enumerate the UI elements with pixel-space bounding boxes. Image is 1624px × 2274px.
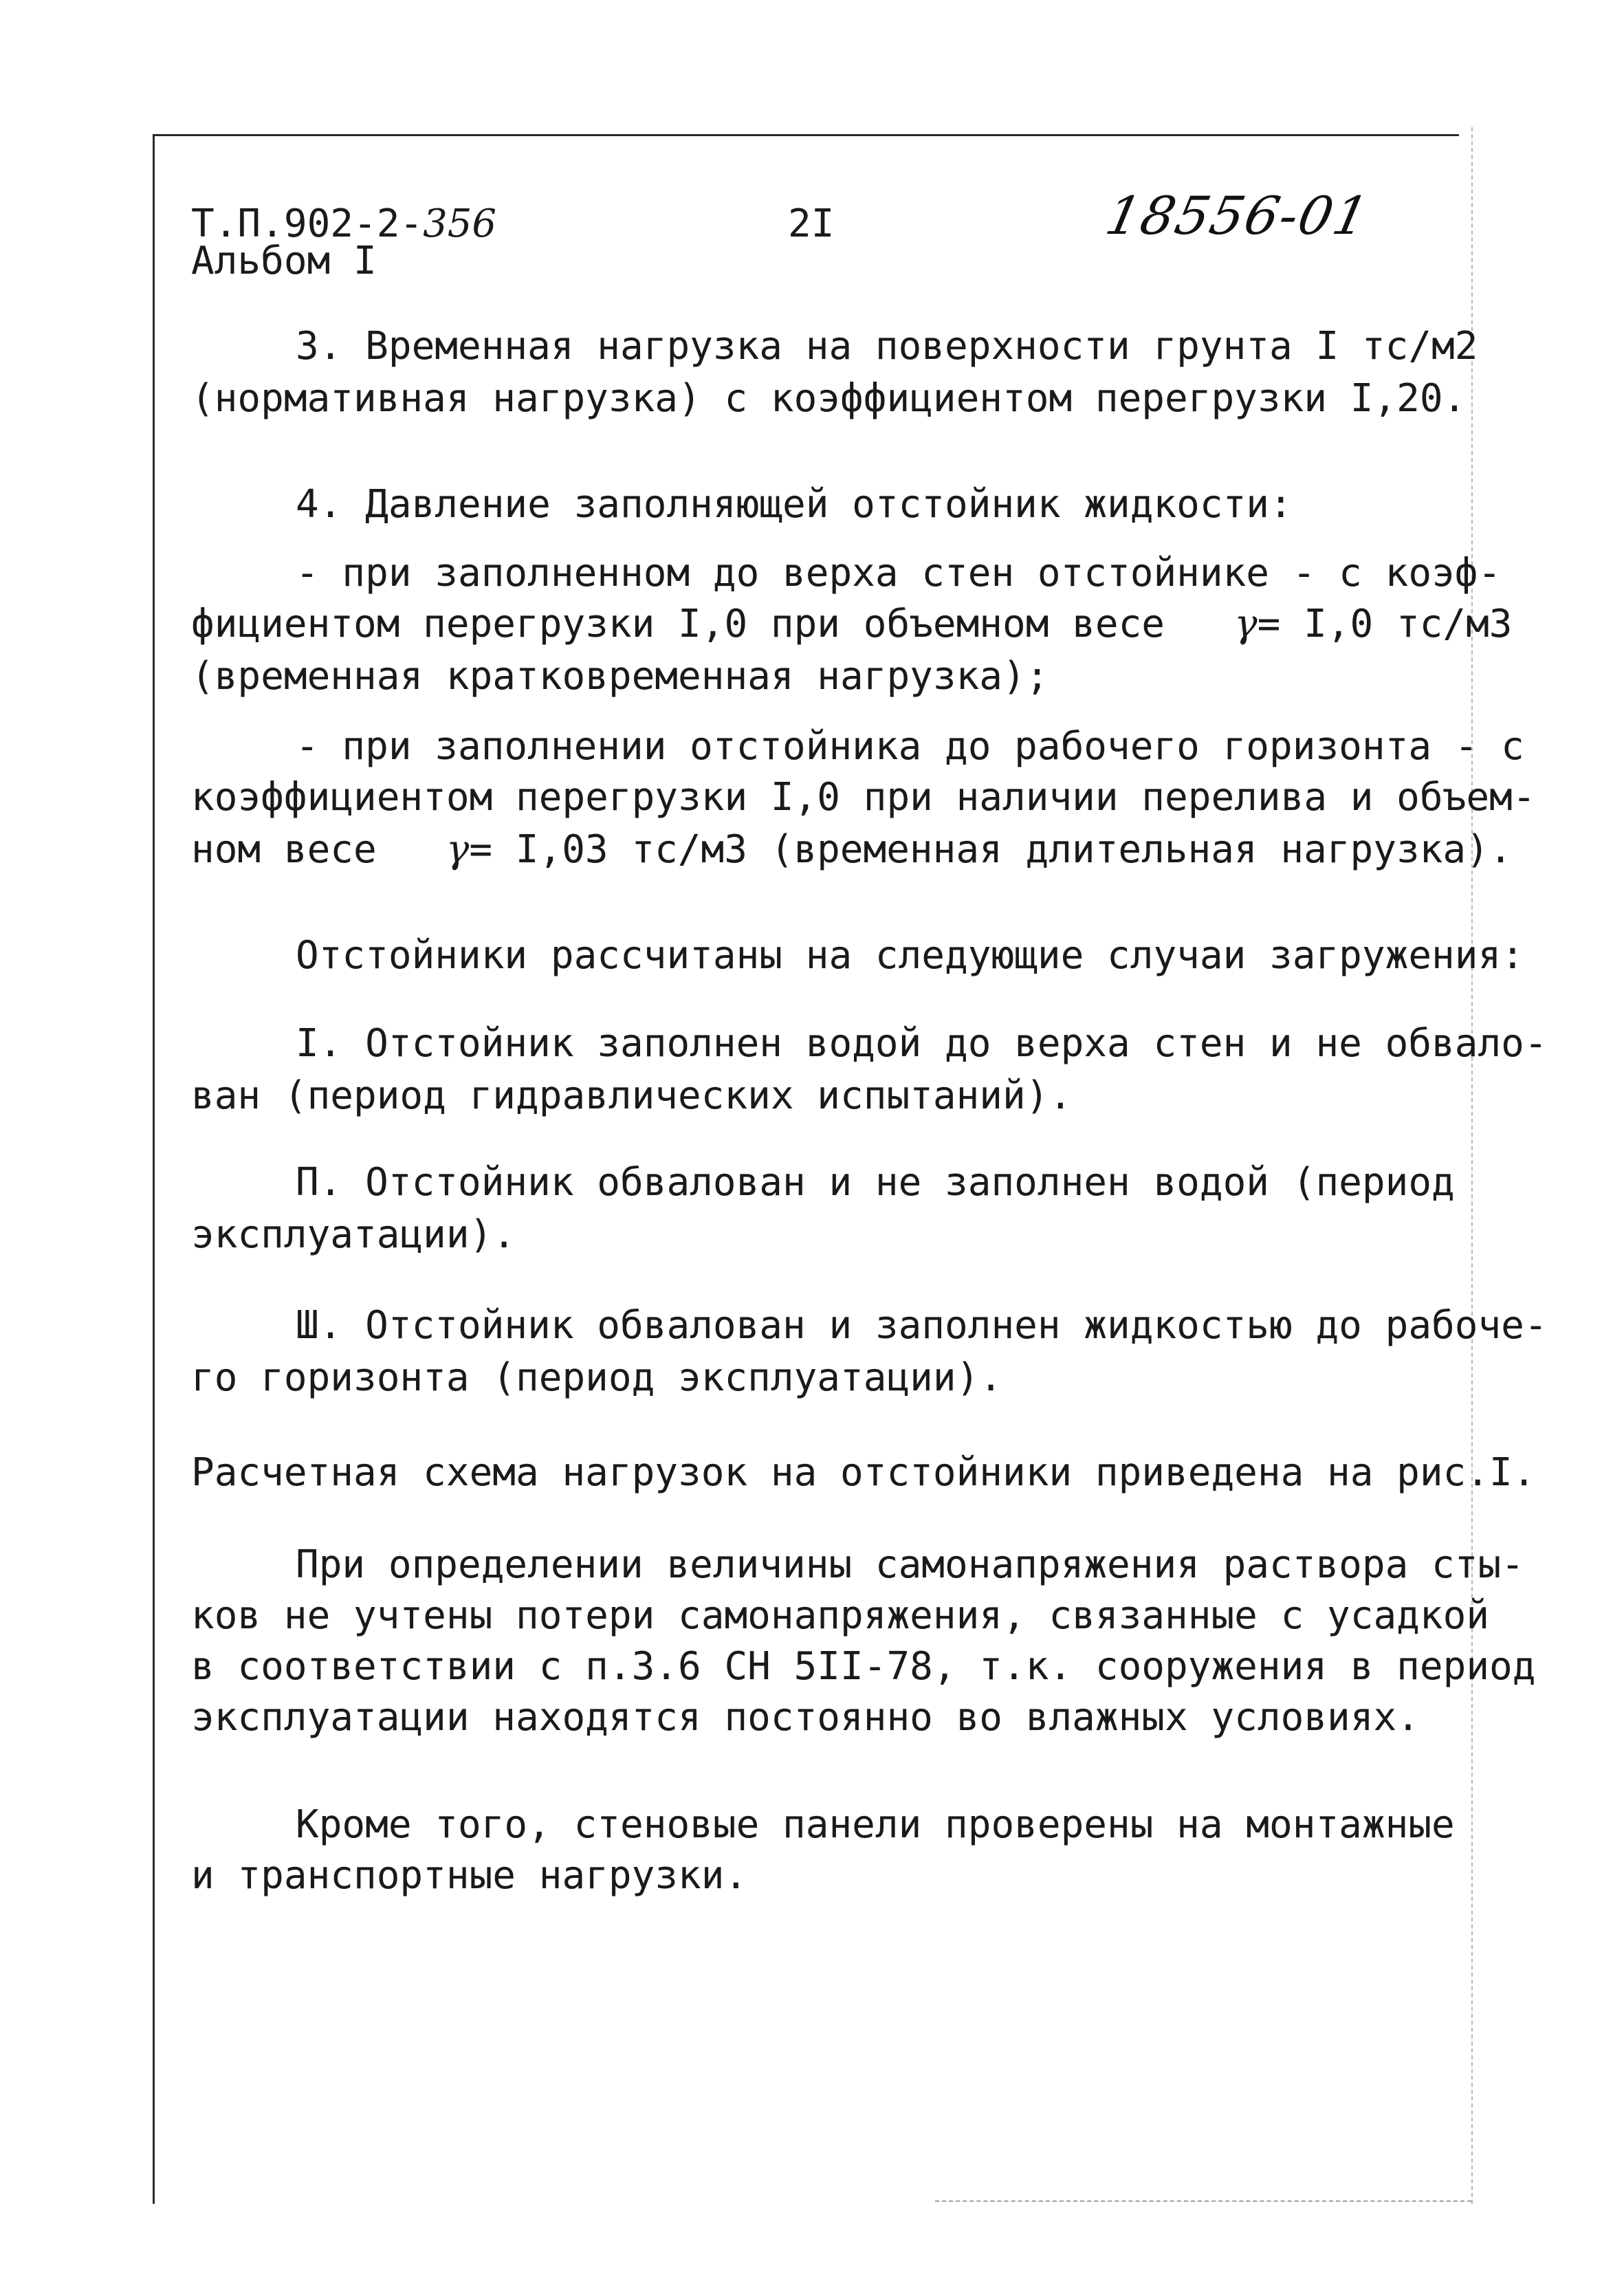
item-4a-line-3: (временная кратковременная нагрузка); [191, 654, 1049, 699]
cases-intro: Отстойники рассчитаны на следующие случаи загружения: [296, 933, 1524, 978]
selfstress-line-2: ков не учтены потери самонапряжения, связанные с усадкой [191, 1593, 1490, 1638]
gamma-symbol: γ [446, 827, 470, 872]
case-1-line-2: ван (период гидравлических испытаний). [191, 1073, 1073, 1118]
document-code [191, 201, 497, 246]
case-3-line-1: Ш. Отстойник обвалован и заполнен жидкостью до рабоче- [296, 1303, 1548, 1348]
frame-left-line [153, 134, 155, 2204]
document-code-handwritten: 356 [423, 201, 497, 246]
scheme-reference: Расчетная схема нагрузок на отстойники приведена на рис.I. [191, 1450, 1536, 1495]
item-4-heading: 4. Давление заполняющей отстойник жидкости: [296, 482, 1293, 527]
case-1-line-1: I. Отстойник заполнен водой до верха стен и не обвало- [296, 1021, 1548, 1066]
item-4a-line-1: - при заполненном до верха стен отстойнике - с коэф- [296, 551, 1502, 595]
item-4a-line-2-value: = I,0 тс/м3 [1257, 602, 1513, 646]
closing-line-2: и транспортные нагрузки. [191, 1853, 748, 1898]
handwritten-stamp: 18556-01 [1100, 185, 1375, 246]
selfstress-line-1: При определении величины самонапряжения раствора сты- [296, 1542, 1524, 1587]
item-4b-line-3-value: = I,03 тс/м3 (временная длительная нагрузка). [469, 827, 1513, 872]
item-4a-line-2-text: фициентом перегрузки I,0 при объемном весе [191, 602, 1165, 646]
case-2-line-1: П. Отстойник обвалован и не заполнен водой (период [296, 1160, 1455, 1205]
item-4a-line-2 [191, 602, 1513, 646]
selfstress-line-3: в соответствии с п.3.6 СН 5II-78, т.к. сооружения в период [191, 1644, 1536, 1689]
closing-line-1: Кроме того, стеновые панели проверены на монтажные [296, 1802, 1455, 1847]
album-label: Альбом I [191, 239, 377, 283]
case-3-line-2: го горизонта (период эксплуатации). [191, 1355, 1003, 1400]
item-4b-line-1: - при заполнении отстойника до рабочего горизонта - с [296, 724, 1524, 769]
item-3-line-1: 3. Временная нагрузка на поверхности грунта I тс/м2 [296, 324, 1478, 369]
frame-right-line [1471, 127, 1474, 2204]
document-code-prefix: Т.П.902-2- [191, 201, 424, 246]
frame-top-line [153, 134, 1459, 136]
case-2-line-2: эксплуатации). [191, 1212, 516, 1257]
frame-bottom-line [935, 2200, 1471, 2203]
item-3-line-2: (нормативная нагрузка) с коэффициентом перегрузки I,20. [191, 376, 1467, 421]
item-4b-line-3-text: ном весе [191, 827, 377, 872]
gamma-symbol: γ [1234, 602, 1258, 646]
item-4b-line-3 [191, 827, 1513, 872]
item-4b-line-2: коэффициентом перегрузки I,0 при наличии перелива и объем- [191, 775, 1536, 820]
page-number: 2I [788, 201, 835, 246]
selfstress-line-4: эксплуатации находятся постоянно во влажных условиях. [191, 1695, 1420, 1740]
